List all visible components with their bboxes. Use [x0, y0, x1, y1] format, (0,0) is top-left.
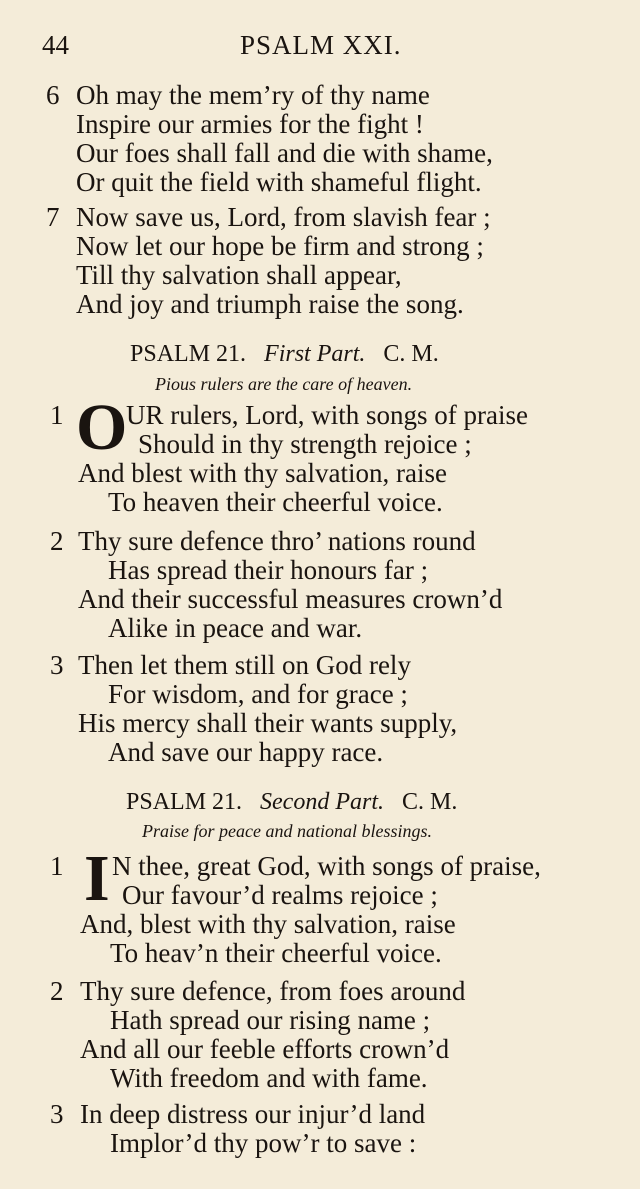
verse-number: 1	[50, 400, 64, 430]
verse-line: Should in thy strength rejoice ;	[138, 429, 472, 459]
verse-line: Then let them still on God rely	[78, 650, 411, 680]
section-title	[130, 340, 439, 368]
verse-line: To heaven their cheerful voice.	[108, 487, 443, 517]
section-subtitle: Praise for peace and national blessings.	[142, 821, 432, 841]
verse-line: Inspire our armies for the fight !	[76, 109, 424, 139]
verse-line: UR rulers, Lord, with songs of praise	[126, 400, 528, 430]
verse-number: 3	[50, 650, 64, 680]
verse-line: Alike in peace and war.	[108, 613, 363, 643]
title-psalm: PSALM 21.	[126, 789, 243, 815]
title-psalm: PSALM 21.	[130, 341, 247, 367]
page-number: 44	[42, 30, 69, 60]
page-header	[42, 30, 602, 64]
title-meter: C. M.	[383, 341, 439, 367]
drop-cap: O	[76, 391, 128, 464]
title-part: First Part.	[264, 341, 366, 367]
verse-number: 6	[46, 80, 60, 110]
verse-line: His mercy shall their wants supply,	[78, 708, 458, 738]
verse-line: For wisdom, and for grace ;	[108, 679, 408, 709]
verse-line: Or quit the field with shameful flight.	[76, 167, 482, 197]
verse-line: Thy sure defence thro’ nations round	[78, 526, 476, 556]
verse-line: Hath spread our rising name ;	[110, 1005, 431, 1035]
verse-line: And all our feeble efforts crown’d	[80, 1034, 450, 1064]
section-title	[126, 788, 457, 816]
verse-line: Oh may the mem’ry of thy name	[76, 80, 430, 110]
verse-number: 2	[50, 976, 64, 1006]
verse-line: Has spread their honours far ;	[108, 555, 429, 585]
title-part: Second Part.	[260, 789, 385, 815]
verse-line: Our favour’d realms rejoice ;	[122, 880, 438, 910]
verse-number: 3	[50, 1099, 64, 1129]
verse-number: 1	[50, 851, 64, 881]
section-subtitle: Pious rulers are the care of heaven.	[155, 374, 413, 394]
verse-line: Our foes shall fall and die with shame,	[76, 138, 493, 168]
verse-line: Thy sure defence, from foes around	[80, 976, 466, 1006]
drop-cap: I	[84, 842, 110, 915]
verse-line: In deep distress our injur’d land	[80, 1099, 426, 1129]
verse-line: N thee, great God, with songs of praise,	[112, 851, 541, 881]
verse-number: 7	[46, 202, 60, 232]
verse-line: And blest with thy salvation, raise	[78, 458, 447, 488]
running-head: PSALM XXI.	[240, 30, 402, 60]
verse-line: Implor’d thy pow’r to save :	[110, 1128, 417, 1158]
verse-line: And, blest with thy salvation, raise	[80, 909, 456, 939]
title-meter: C. M.	[402, 789, 458, 815]
verse-line: Now save us, Lord, from slavish fear ;	[76, 202, 491, 232]
verse-line: And joy and triumph raise the song.	[76, 289, 464, 319]
verse-line: And save our happy race.	[108, 737, 384, 767]
verse-line: Now let our hope be firm and strong ;	[76, 231, 484, 261]
verse-line: With freedom and with fame.	[110, 1063, 428, 1093]
verse-line: And their successful measures crown’d	[78, 584, 503, 614]
verse-number: 2	[50, 526, 64, 556]
verse-line: To heav’n their cheerful voice.	[110, 938, 442, 968]
verse-line: Till thy salvation shall appear,	[76, 260, 402, 290]
